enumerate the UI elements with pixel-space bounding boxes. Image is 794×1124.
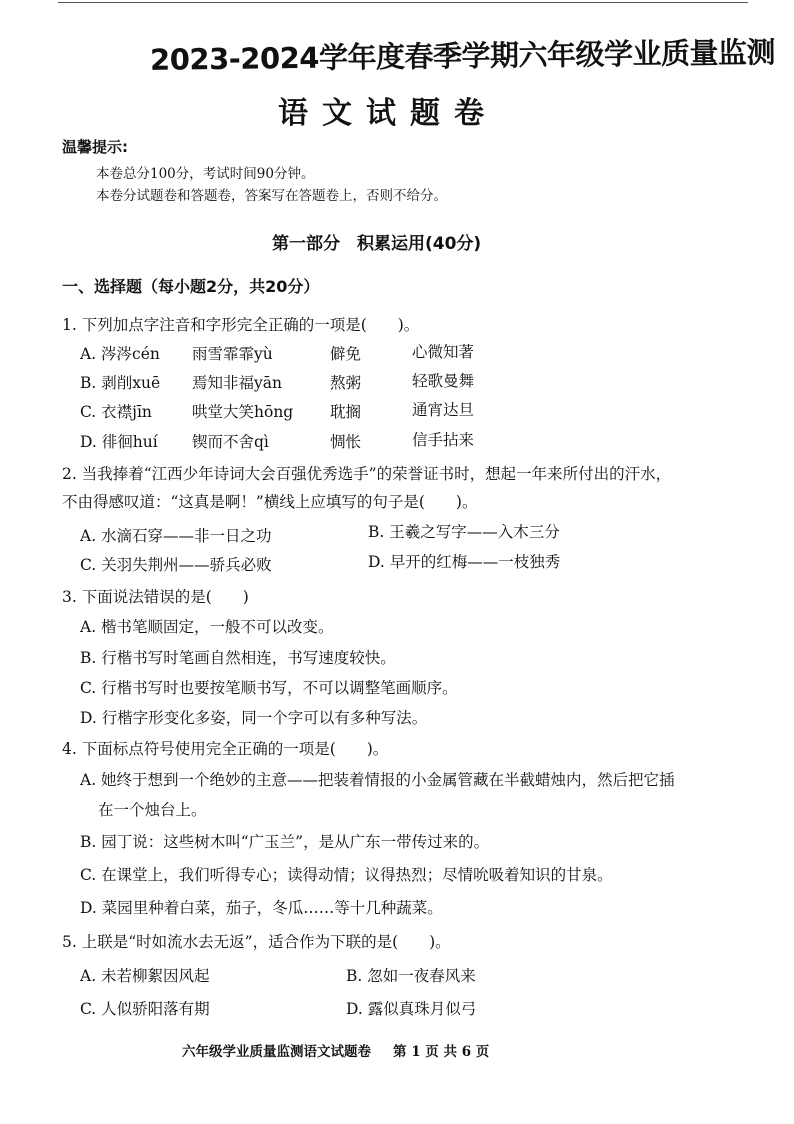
option-cell: 耽搁 — [330, 403, 362, 421]
question-stem: 3. 下面说法错误的是( ) — [62, 588, 249, 606]
option-cell: 心微知著 — [412, 343, 475, 361]
question-stem: 1. 下列加点字注音和字形完全正确的一项是( )。 — [62, 316, 420, 334]
notice-line: 本卷总分100分，考试时间90分钟。 — [96, 166, 315, 182]
top-rule — [58, 2, 748, 3]
option-cell: 轻歌曼舞 — [412, 372, 475, 390]
option-c: C. 衣襟jīn — [80, 403, 152, 421]
option-a: A. 楷书笔顺固定，一般不可以改变。 — [80, 618, 334, 636]
option-d: D. 行楷字形变化多姿，同一个字可以有多种写法。 — [80, 709, 428, 727]
option-b: B. 剥削xuē — [80, 374, 161, 392]
option-cell: 焉知非福yān — [192, 374, 282, 392]
option-c: C. 关羽失荆州——骄兵必败 — [80, 556, 272, 574]
option-cell: 哄堂大笑hōng — [192, 403, 294, 421]
option-a: A. 未若柳絮因风起 — [80, 967, 210, 985]
option-d: D. 徘徊huí — [80, 433, 158, 451]
option-d: D. 菜园里种着白菜，茄子，冬瓜……等十几种蔬菜。 — [80, 899, 443, 917]
section-title: 一、选择题（每小题2分，共20分） — [62, 277, 320, 296]
option-cell: 通宵达旦 — [412, 401, 475, 419]
option-cell: 熬粥 — [330, 374, 362, 392]
footer-title: 六年级学业质量监测语文试题卷 — [182, 1044, 371, 1060]
part-title: 第一部分 积累运用(40分) — [272, 234, 482, 254]
option-c: C. 人似骄阳落有期 — [80, 1000, 210, 1018]
option-cell: 惆怅 — [330, 433, 362, 451]
option-b: B. 王羲之写字——入木三分 — [368, 523, 560, 541]
option-cell: 锲而不舍qì — [192, 433, 269, 451]
question-stem: 2. 当我捧着“江西少年诗词大会百强优秀选手”的荣誉证书时，想起一年来所付出的汗水， — [62, 465, 672, 483]
notice-line: 本卷分试题卷和答题卷，答案写在答题卷上，否则不给分。 — [96, 188, 447, 204]
option-a-continued: 在一个烛台上。 — [98, 801, 207, 819]
question-stem: 不由得感叹道：“这真是啊！”横线上应填写的句子是( )。 — [62, 493, 478, 511]
option-a: A. 她终于想到一个绝妙的主意——把装着情报的小金属管藏在半截蜡烛内，然后把它插 — [80, 771, 675, 789]
exam-subtitle: 语文试题卷 — [278, 96, 498, 131]
option-c: C. 行楷书写时也要按笔顺书写，不可以调整笔画顺序。 — [80, 679, 458, 697]
notice-heading: 温馨提示: — [62, 138, 128, 156]
option-cell: 僻免 — [330, 345, 362, 363]
option-b: B. 行楷书写时笔画自然相连，书写速度较快。 — [80, 649, 396, 667]
option-d: D. 露似真珠月似弓 — [346, 1000, 477, 1018]
option-cell: 雨雪霏霏yù — [192, 345, 273, 363]
question-stem: 4. 下面标点符号使用完全正确的一项是( )。 — [62, 740, 389, 758]
option-b: B. 园丁说：这些树木叫“广玉兰”，是从广东一带传过来的。 — [80, 833, 490, 851]
page-footer — [182, 1040, 489, 1060]
page-number: 第 1 页 共 6 页 — [393, 1044, 490, 1060]
option-a: A. 涔涔cén — [80, 345, 160, 363]
option-b: B. 忽如一夜春风来 — [346, 967, 476, 985]
exam-title: 2023-2024学年度春季学期六年级学业质量监测 — [149, 35, 776, 77]
option-c: C. 在课堂上，我们听得专心；读得动情；议得热烈；尽情吮吸着知识的甘泉。 — [80, 866, 613, 884]
question-stem: 5. 上联是“时如流水去无返”，适合作为下联的是( )。 — [62, 933, 451, 951]
option-a: A. 水滴石穿——非一日之功 — [80, 527, 272, 545]
option-d: D. 早开的红梅——一枝独秀 — [368, 553, 561, 571]
option-cell: 信手拈来 — [412, 431, 475, 449]
